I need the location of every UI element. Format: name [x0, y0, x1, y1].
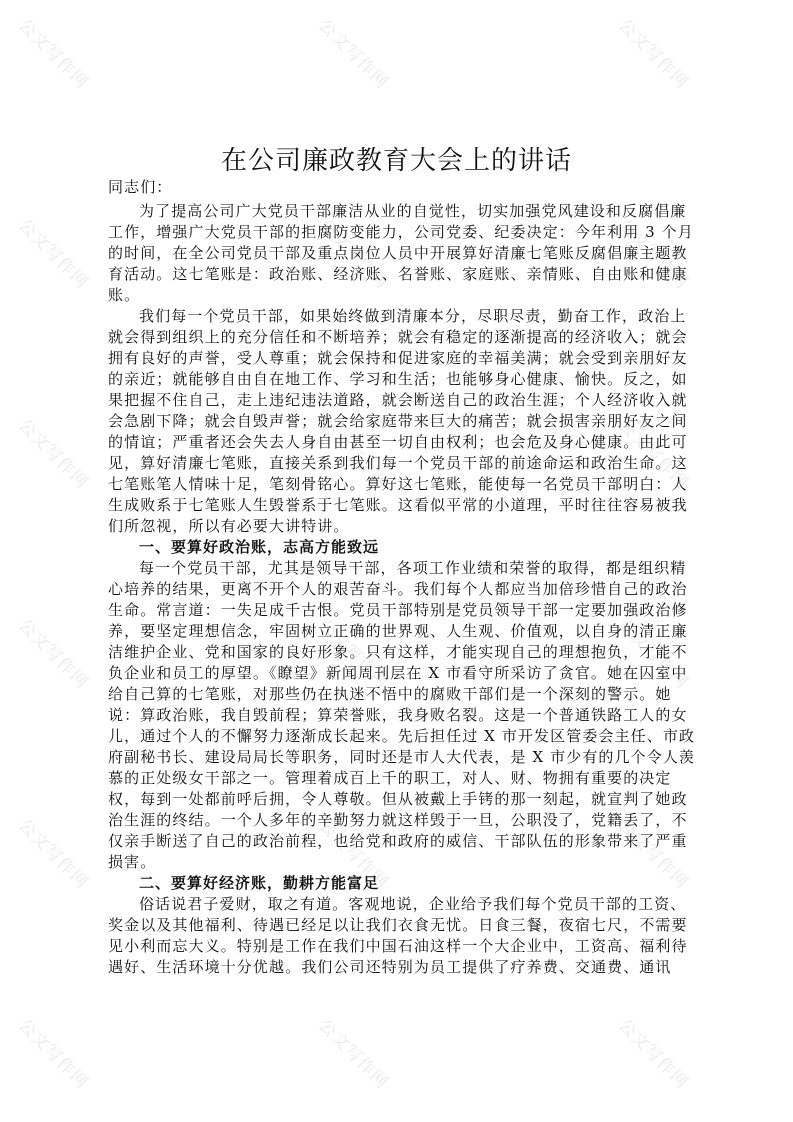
text-line: 慕的正处级女干部之一。管理着成百上千的职工，对人、财、物拥有重要的决定 [108, 769, 672, 787]
text-line: 俗话说君子爱财，取之有道。客观地说，企业给予我们每个党员干部的工资、 [139, 895, 687, 913]
document-title: 在公司廉政教育大会上的讲话 [220, 146, 572, 176]
watermark-text: 公文写作网 [614, 415, 693, 494]
document-body [108, 177, 696, 978]
text-line: 儿，通过个人的不懈努力逐渐成长起来。先后担任过 X 市开发区管委会主任、市政 [108, 727, 696, 745]
text-line: 府副秘书长、建设局局长等职务，同时还是市人大代表，是 X 市少有的几个令人羡 [108, 748, 696, 766]
watermark-text: 公文写作网 [314, 415, 393, 494]
text-line: 洁维护企业、党和国家的良好形象。只有这样，才能实现自己的理想抱负，才能不 [108, 643, 688, 661]
watermark-text: 公文写作网 [14, 415, 93, 494]
text-line: 给自己算的七笔账，对那些仍在执迷不悟中的腐败干部们是一个深刻的警示。她 [108, 685, 672, 703]
paragraph [108, 558, 696, 873]
watermark-text: 公文写作网 [14, 15, 93, 94]
watermark-text: 公文写作网 [614, 1015, 693, 1094]
text-line: 七笔账笔人情味十足，笔刻骨铭心。算好这七笔账，能使每一名党员干部明白：人 [108, 475, 688, 493]
text-line: 权，每到一处都前呼后拥，令人尊敬。但从被戴上手铐的那一刻起，就宣判了她政 [108, 790, 688, 808]
text-line: 损害。 [108, 853, 157, 871]
text-line: 的时间，在全公司党员干部及重点岗位人员中开展算好清廉七笔账反腐倡廉主题教 [108, 244, 688, 262]
text-line: 的情谊；严重者还会失去人身自由甚至一切自由权利；也会危及身心健康。由此可 [108, 433, 688, 451]
text-line: 见小利而忘大义。特别是工作在我们中国石油这样一个大企业中，工资高、福利待 [108, 937, 688, 955]
text-line: 仅亲手断送了自己的政治前程，也给党和政府的威信、干部队伍的形象带来了严重 [108, 832, 688, 850]
text-line: 会急剧下降；就会自毁声誉；就会给家庭带来巨大的痛苦；就会损害亲朋好友之间 [108, 412, 688, 430]
text-line: 果把握不住自己，走上违纪违法道路，就会断送自己的政治生涯；个人经济收入就 [108, 391, 688, 409]
text-line: 们所忽视，所以有必要大讲特讲。 [108, 517, 350, 535]
watermark-text: 公文写作网 [614, 215, 693, 294]
text-line: 育活动。这七笔账是：政治账、经济账、名誉账、家庭账、亲情账、自由账和健康 [108, 265, 688, 283]
watermark-text: 公文写作网 [314, 1015, 393, 1094]
watermark-text: 公文写作网 [14, 615, 93, 694]
watermark-text: 公文写作网 [314, 15, 393, 94]
text-line: 我们每一个党员干部，如果始终做到清廉本分，尽职尽责，勤奋工作，政治上 [139, 307, 687, 325]
watermark-text: 公文写作网 [614, 615, 693, 694]
text-line: 生命。常言道：一失足成千古恨。党员干部特别是党员领导干部一定要加强政治修 [108, 601, 688, 619]
text-line: 心培养的结果，更离不开个人的艰苦奋斗。我们每个人都应当加倍珍惜自己的政治 [108, 580, 688, 598]
text-line: 工作，增强广大党员干部的拒腐防变能力，公司党委、纪委决定：今年利用 3 个月 [108, 223, 694, 241]
paragraph [108, 306, 688, 537]
text-line: 负企业和员工的厚望。《瞭望》新闻周刊层在 X 市看守所采访了贪官。她在囚室中 [108, 664, 688, 682]
watermark-text: 公文写作网 [314, 815, 393, 894]
text-line: 就会得到组织上的充分信任和不断培养；就会有稳定的逐渐提高的经济收入；就会 [108, 328, 688, 346]
greeting: 同志们： [108, 178, 173, 196]
text-line: 养，要坚定理想信念，牢固树立正确的世界观、人生观、价值观，以自身的清正廉 [108, 622, 688, 640]
text-line: 每一个党员干部，尤其是领导干部，各项工作业绩和荣誉的取得，都是组织精 [139, 559, 687, 577]
text-line: 的亲近；就能够自由自在地工作、学习和生活；也能够身心健康、愉快。反之，如 [108, 370, 688, 388]
watermark-text: 公文写作网 [14, 815, 93, 894]
paragraph [108, 201, 694, 306]
watermark-text: 公文写作网 [314, 215, 393, 294]
text-line: 遇好、生活环境十分优越。我们公司还特别为员工提供了疗养费、交通费、通讯 [108, 958, 672, 976]
text-line: 为了提高公司广大党员干部廉洁从业的自觉性，切实加强党风建设和反腐倡廉 [139, 202, 687, 220]
text-line: 奖金以及其他福利、待遇已经足以让我们衣食无忧。日食三餐，夜宿七尺，不需要 [108, 916, 688, 934]
section-heading: 二、要算好经济账，勤耕方能富足 [139, 874, 380, 892]
text-line: 见，算好清廉七笔账，直接关系到我们每一个党员干部的前途命运和政治生命。这 [108, 454, 688, 472]
text-line: 治生涯的终结。一个人多年的辛勤努力就这样毁于一旦，公职没了，党籍丢了，不 [108, 811, 688, 829]
watermark-text: 公文写作网 [14, 215, 93, 294]
text-line: 说：算政治账，我自毁前程；算荣誉账，我身败名裂。这是一个普通铁路工人的女 [108, 706, 688, 724]
section-heading: 一、要算好政治账，志高方能致远 [139, 538, 380, 556]
watermark-text: 公文写作网 [14, 1015, 93, 1094]
watermark-text: 公文写作网 [614, 815, 693, 894]
paragraph [108, 894, 688, 978]
text-line: 生成败系于七笔账人生毁誉系于七笔账。这看似平常的小道理，平时往往容易被我 [108, 496, 688, 514]
text-line: 拥有良好的声誉，受人尊重；就会保持和促进家庭的幸福美满；就会受到亲朋好友 [108, 349, 688, 367]
watermark-text: 公文写作网 [614, 15, 693, 94]
watermark-text: 公文写作网 [314, 615, 393, 694]
text-line: 账。 [108, 286, 141, 304]
